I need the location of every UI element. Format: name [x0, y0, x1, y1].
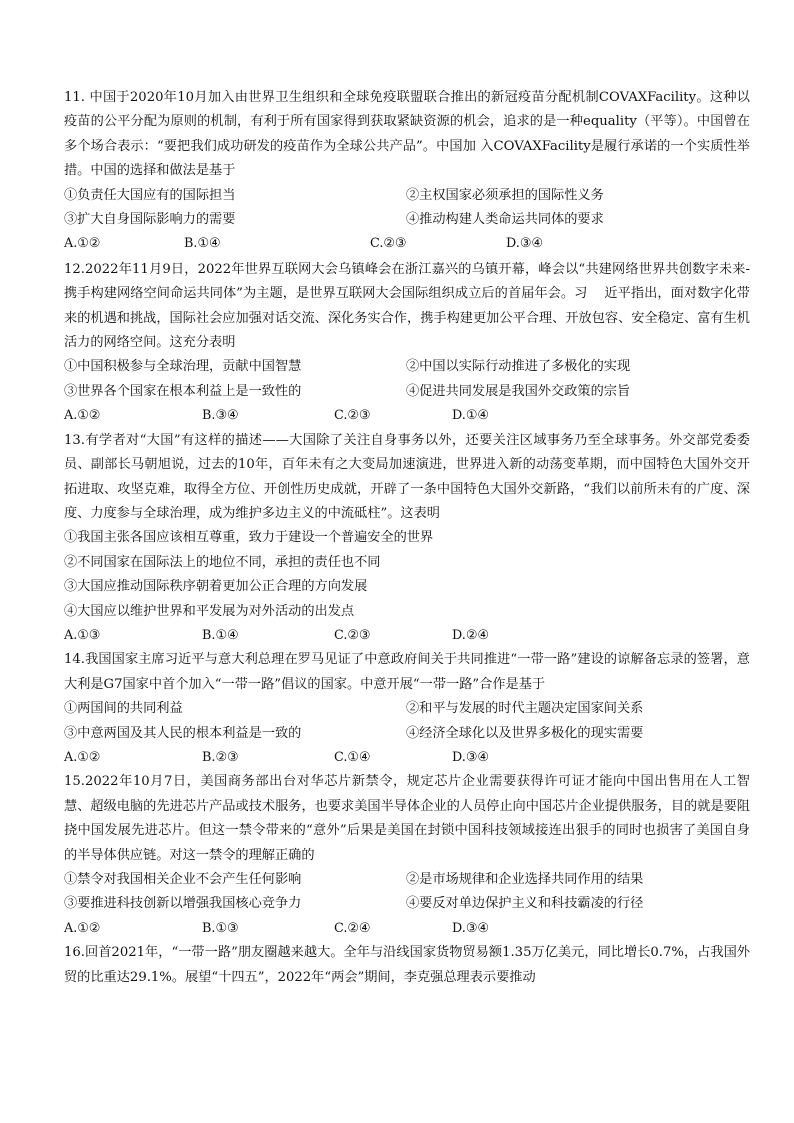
option-row — [64, 208, 750, 232]
answer-a: A.①② — [64, 749, 101, 765]
option-1: ①禁令对我国相关企业不会产生任何影响 — [64, 872, 302, 887]
answer-d: D.①④ — [452, 408, 489, 424]
answer-c: C.②④ — [334, 920, 371, 936]
option-4: ④经济全球化以及世界多极化的现实需要 — [406, 725, 644, 741]
answer-a: A.①② — [64, 236, 101, 252]
question-stem: 13.有学者对“大国”有这样的描述——大国除了关注自身事务以外，还要关注区域事务乃至全球事务。外交部党委委员、副部长马朝旭说，过去的10年，百年未有之大变局加速演进，世界进入新的动荡变革期，而中国特色大国外交开拓进取、攻坚克难，取得全方位、开创性历史成就，开辟了一条中国特色大国外交新路，“我们以前所未有的广度、深度、力度参与全球治理，成为维护多边主义的中流砥柱”。这表明 — [64, 432, 750, 521]
option-row — [64, 722, 750, 746]
answer-b: B.②③ — [202, 749, 239, 765]
question-stem: 14.我国国家主席习近平与意大利总理在罗马见证了中意政府间关于共同推进“一带一路”建设的谅解备忘录的签署，意大利是G7国家中首个加入“一带一路”倡议的国家。中意开展“一带一路”合作是基于 — [64, 652, 750, 692]
answer-c: C.②③ — [334, 627, 371, 643]
option-row — [64, 892, 750, 916]
answer-b: B.①④ — [202, 627, 239, 643]
answer-d: D.③④ — [452, 749, 489, 765]
option-3: ③大国应推动国际秩序朝着更加公正合理的方向发展 — [64, 579, 368, 595]
question-14 — [64, 648, 750, 770]
answer-d: D.②④ — [452, 627, 489, 643]
option-row — [64, 355, 750, 379]
question-13 — [64, 429, 750, 649]
option-1: ①两国间的共同利益 — [64, 701, 183, 717]
question-stem: 12.2022年11月9日，2022年世界互联网大会乌镇峰会在浙江嘉兴的乌镇开幕，峰会以“共建网络世界共创数字未来-携手构建网络空间命运共同体”为主题，是世界互联网大会国际组织成立后的首届年会。习 近平指出，面对数字化带来的机遇和挑战，国际社会应加强对话交流、深化务实合作，携手构建更加公平合理、开放包容、安全稳定、富有生机活力的网络空间。这充分表明 — [64, 261, 750, 351]
option-1: ①中国积极参与全球治理，贡献中国智慧 — [64, 359, 302, 375]
option-3: ③中意两国及其人民的根本利益是一致的 — [64, 725, 302, 741]
answer-c: C.①④ — [334, 749, 371, 765]
option-2: ②是市场规律和企业选择共同作用的结果 — [406, 872, 644, 887]
option-1: ①我国主张各国应该相互尊重，致力于建设一个普遍安全的世界 — [64, 530, 434, 546]
question-stem: 16.回首2021年，“一带一路”朋友圈越来越大。全年与沿线国家货物贸易额1.35万亿美元，同比增长0.7%，占我国外贸的比重达29.1%。展望“十四五”，2022年“两会”期间，李克强总理表示要推动 — [64, 945, 750, 985]
exam-page — [64, 86, 750, 990]
answer-a: A.①② — [64, 920, 101, 936]
question-15 — [64, 770, 750, 941]
answer-d: D.③④ — [452, 920, 489, 936]
option-row — [64, 868, 750, 892]
answer-b: B.①③ — [202, 920, 239, 936]
option-3: ③要推进科技创新以增强我国核心竞争力 — [64, 896, 302, 912]
option-3: ③世界各个国家在根本利益上是一致性的 — [64, 383, 302, 399]
answer-d: D.③④ — [506, 236, 543, 252]
answer-c: C.②③ — [370, 236, 407, 252]
question-stem: 15.2022年10月7日，美国商务部出台对华芯片新禁令，规定芯片企业需要获得许可证才能向中国出售用在人工智慧、超级电脑的先进芯片产品或技术服务，也要求美国半导体企业的人员停止向中国芯片企业提供服务，目的就是要阻挠中国发展先进芯片。但这一禁令带来的“意外”后果是美国在封锁中国科技领域接连出狠手的同时也损害了美国自身的半导体供应链。对这一禁令的理解正确的 — [64, 774, 750, 863]
question-16 — [64, 941, 750, 990]
answer-choices — [64, 746, 750, 770]
option-row — [64, 184, 750, 208]
question-11 — [64, 86, 750, 257]
answer-choices — [64, 624, 750, 648]
answer-a: A.①② — [64, 408, 101, 424]
option-1: ①负责任大国应有的国际担当 — [64, 187, 236, 203]
option-3: ③扩大自身国际影响力的需要 — [64, 212, 236, 228]
answer-a: A.①③ — [64, 627, 101, 643]
question-12 — [64, 258, 750, 429]
option-2: ②不同国家在国际法上的地位不同，承担的责任也不同 — [64, 554, 381, 570]
answer-choices — [64, 232, 750, 256]
question-stem: 11. 中国于2020年10月加入由世界卫生组织和全球免疫联盟联合推出的新冠疫苗分配机制COVAXFacility。这种以疫苗的公平分配为原则的机制，有利于所有国家得到获取紧缺资源的机会，追求的是一种equality（平等）。中国曾在多个场合表示：“要把我们成功研发的疫苗作为全球公共产品”。中国加 入COVAXFacility是履行承诺的一个实质性举措。中国的选择和做法是基于 — [64, 90, 750, 179]
answer-choices — [64, 917, 750, 941]
option-4: ④要反对单边保护主义和科技霸凌的行径 — [406, 896, 644, 912]
option-4: ④促进共同发展是我国外交政策的宗旨 — [406, 383, 631, 399]
option-row — [64, 697, 750, 721]
answer-c: C.②③ — [334, 408, 371, 424]
answer-choices — [64, 404, 750, 428]
option-2: ②主权国家必须承担的国际性义务 — [406, 187, 604, 203]
option-4: ④推动构建人类命运共同体的要求 — [406, 212, 604, 228]
answer-b: B.③④ — [202, 408, 239, 424]
option-2: ②和平与发展的时代主题决定国家间关系 — [406, 701, 644, 717]
option-row — [64, 380, 750, 404]
option-2: ②中国以实际行动推进了多极化的实现 — [406, 359, 631, 375]
option-4: ④大国应以维护世界和平发展为对外活动的出发点 — [64, 603, 355, 619]
answer-b: B.①④ — [184, 236, 221, 252]
